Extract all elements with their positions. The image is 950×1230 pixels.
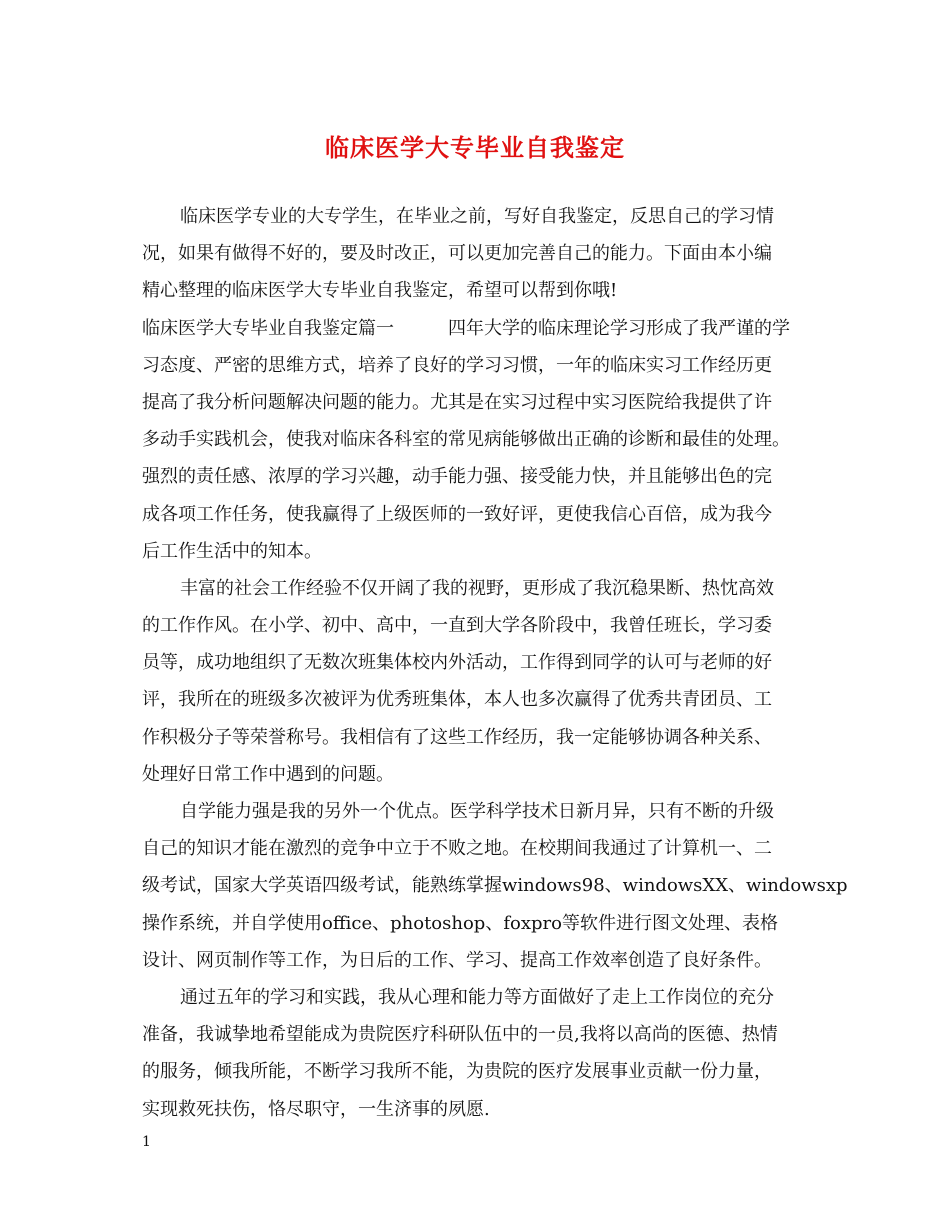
document-body <box>142 198 848 1128</box>
text-line: 强烈的责任感、浓厚的学习兴趣，动手能力强、接受能力快，并且能够出色的完 <box>142 466 772 488</box>
text-line: 自学能力强是我的另外一个优点。医学科学技术日新月异，只有不断的升级 <box>180 801 774 822</box>
text-line: 员等，成功地组织了无数次班集体校内外活动，工作得到同学的认可与老师的好 <box>142 652 772 674</box>
text-line: 处理好日常工作中遇到的问题。 <box>142 763 394 785</box>
text-line: 精心整理的临床医学大专毕业自我鉴定，希望可以帮到你哦! <box>142 280 618 302</box>
text-line: 后工作生活中的知本。 <box>142 540 322 562</box>
text-line: 习态度、严密的思维方式，培养了良好的学习习惯，一年的临床实习工作经历更 <box>142 354 772 376</box>
text-line: 设计、网页制作等工作，为日后的工作、学习、提高工作效率创造了良好条件。 <box>142 949 772 971</box>
text-line: 的工作作风。在小学、初中、高中，一直到大学各阶段中，我曾任班长，学习委 <box>142 615 772 637</box>
text-line: 成各项工作任务，使我赢得了上级医师的一致好评，更使我信心百倍，成为我今 <box>142 503 772 525</box>
text-line: 临床医学大专毕业自我鉴定篇一 四年大学的临床理论学习形成了我严谨的学 <box>142 317 790 339</box>
text-line: 操作系统，并自学使用office、photoshop、foxpro等软件进行图文处理、表格 <box>142 912 778 934</box>
text-line: 丰富的社会工作经验不仅开阔了我的视野，更形成了我沉稳果断、热忱高效 <box>180 577 774 599</box>
text-line: 实现救死扶伤，恪尽职守，一生济事的夙愿. <box>142 1098 490 1120</box>
text-line: 级考试，国家大学英语四级考试，能熟练掌握windows98、windowsXX、windowsxp <box>142 875 848 897</box>
text-line: 提高了我分析问题解决问题的能力。尤其是在实习过程中实习医院给我提供了许 <box>142 391 772 413</box>
text-line: 通过五年的学习和实践，我从心理和能力等方面做好了走上工作岗位的充分 <box>180 986 774 1008</box>
text-line: 作积极分子等荣誉称号。我相信有了这些工作经历，我一定能够协调各种关系、 <box>142 726 772 748</box>
text-line: 多动手实践机会，使我对临床各科室的常见病能够做出正确的诊断和最佳的处理。 <box>142 429 790 451</box>
text-line: 的服务，倾我所能，不断学习我所不能，为贵院的医疗发展事业贡献一份力量， <box>142 1061 772 1083</box>
text-line: 评，我所在的班级多次被评为优秀班集体，本人也多次赢得了优秀共青团员、工 <box>142 689 772 711</box>
document-title: 临床医学大专毕业自我鉴定 <box>325 133 625 162</box>
text-line: 自己的知识才能在激烈的竞争中立于不败之地。在校期间我通过了计算机一、二 <box>142 838 772 860</box>
page-number: 1 <box>142 1134 151 1150</box>
text-line: 准备，我诚挚地希望能成为贵院医疗科研队伍中的一员,我将以高尚的医德、热情 <box>142 1024 778 1046</box>
text-line: 临床医学专业的大专学生，在毕业之前，写好自我鉴定，反思自己的学习情 <box>180 206 774 227</box>
text-line: 况，如果有做得不好的，要及时改正，可以更加完善自己的能力。下面由本小编 <box>142 243 772 265</box>
